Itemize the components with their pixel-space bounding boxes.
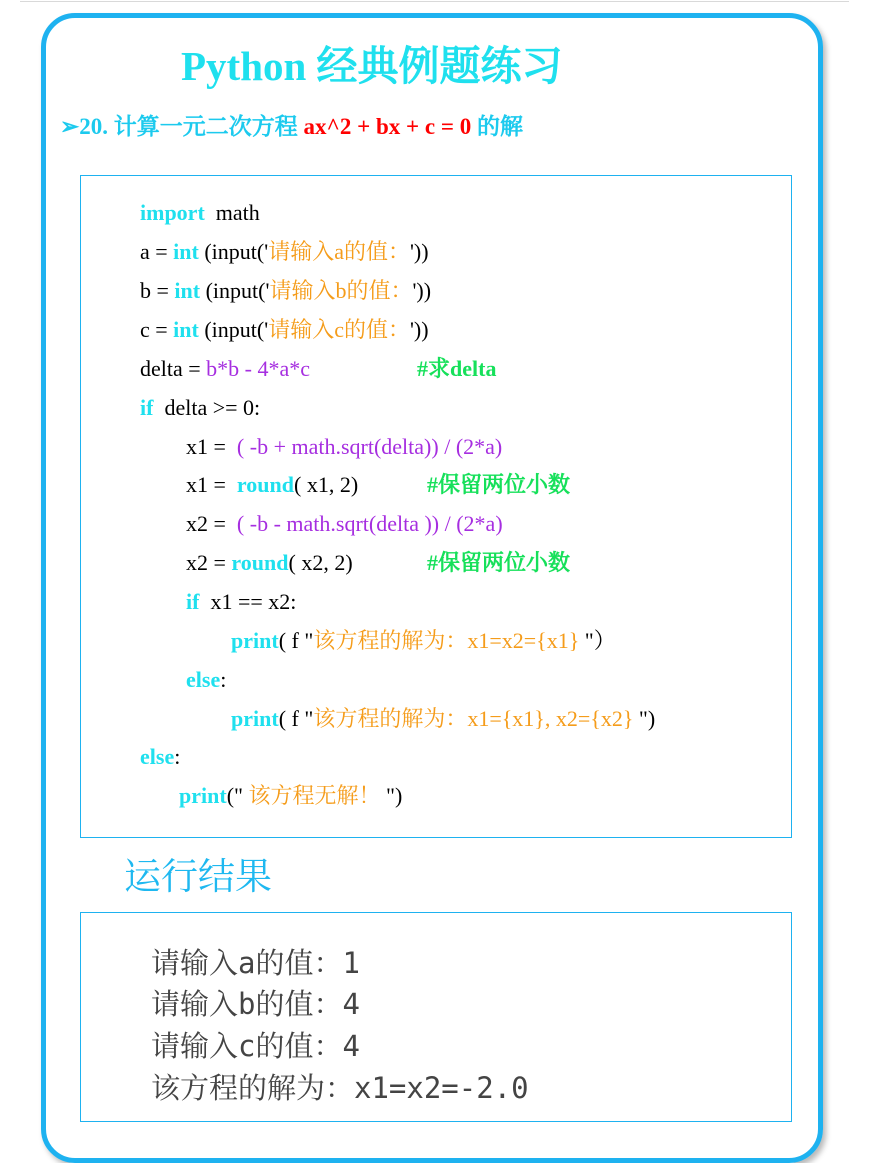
code-text: ( x1, 2)	[294, 472, 359, 497]
expression: ( -b - math.sqrt(delta )) / (2*a)	[236, 511, 503, 536]
code-text: "）	[584, 628, 616, 653]
keyword: import	[140, 200, 205, 225]
code-line-2	[140, 237, 429, 267]
code-line-13	[186, 665, 226, 695]
results-heading: 运行结果	[124, 855, 272, 898]
code-line-7	[186, 432, 502, 462]
code-line-11	[186, 587, 296, 617]
top-divider	[20, 1, 849, 2]
comment: #求delta	[417, 356, 497, 381]
code-line-5	[140, 354, 310, 384]
keyword: if	[186, 589, 200, 614]
code-line-10	[186, 548, 353, 578]
code-text: (input('	[200, 278, 270, 303]
keyword: print	[231, 706, 279, 731]
code-text: a =	[140, 239, 174, 264]
problem-equation: ax^2 + bx + c = 0	[303, 114, 472, 139]
keyword: round	[231, 550, 289, 575]
code-text: ( x2, 2)	[288, 550, 353, 575]
comment: #保留两位小数	[427, 472, 571, 497]
keyword: round	[236, 472, 294, 497]
problem-prefix: ➢20. 计算一元二次方程	[60, 114, 304, 139]
code-line-14	[231, 704, 655, 734]
output-line: 请输入b的值：4	[151, 987, 360, 1021]
keyword: int	[174, 278, 201, 303]
keyword: else	[140, 744, 175, 769]
code-comment-8	[427, 470, 570, 500]
code-line-3	[140, 276, 431, 306]
code-text: x2 =	[186, 511, 232, 536]
code-text: :	[174, 744, 181, 769]
string-literal: 该方程的解为：x1={x1}, x2={x2}	[313, 706, 639, 731]
problem-statement	[60, 112, 523, 142]
code-text: '))	[412, 278, 432, 303]
code-line-1	[140, 198, 260, 228]
code-box	[80, 175, 792, 838]
output-line: 请输入a的值：1	[151, 946, 360, 980]
code-text: delta >= 0:	[164, 395, 261, 420]
expression: ( -b + math.sqrt(delta)) / (2*a)	[236, 434, 503, 459]
keyword: print	[179, 783, 227, 808]
code-comment-10	[427, 548, 570, 578]
problem-suffix: 的解	[471, 114, 523, 139]
code-line-15	[140, 742, 180, 772]
code-text: ( f "	[278, 628, 314, 653]
code-text: '))	[409, 317, 429, 342]
code-text: ( f "	[278, 706, 314, 731]
expression: b*b - 4*a*c	[206, 356, 311, 381]
code-line-16	[179, 781, 402, 811]
code-comment-5	[417, 354, 496, 384]
code-line-4	[140, 315, 429, 345]
code-text: (input('	[198, 317, 269, 342]
string-literal: 该方程的解为：x1=x2={x1}	[313, 628, 585, 653]
keyword: else	[186, 667, 221, 692]
code-block	[81, 176, 791, 837]
keyword: print	[231, 628, 279, 653]
output-line: 请输入c的值：4	[151, 1029, 360, 1063]
page-title: Python 经典例题练习	[181, 43, 563, 89]
keyword: if	[140, 395, 154, 420]
string-literal: 该方程无解！	[248, 783, 381, 808]
code-line-9	[186, 509, 503, 539]
code-text: math	[215, 200, 260, 225]
keyword: int	[173, 239, 199, 264]
code-text: '))	[409, 239, 429, 264]
code-text: x1 =	[186, 434, 232, 459]
code-line-12	[231, 626, 616, 656]
code-text: delta =	[140, 356, 207, 381]
code-text: :	[220, 667, 227, 692]
string-literal: 请输入b的值：	[269, 278, 413, 303]
output-box	[80, 912, 792, 1122]
code-line-6	[140, 393, 260, 423]
keyword: int	[173, 317, 199, 342]
string-literal: 请输入a的值：	[268, 239, 410, 264]
code-text: x2 =	[186, 550, 232, 575]
code-text: (input('	[198, 239, 269, 264]
code-line-8	[186, 470, 358, 500]
comment: #保留两位小数	[427, 550, 571, 575]
code-text: ")	[380, 783, 403, 808]
code-text: x1 == x2:	[210, 589, 297, 614]
string-literal: 请输入c的值：	[268, 317, 410, 342]
code-text: b =	[140, 278, 175, 303]
code-text: x1 =	[186, 472, 232, 497]
output-line: 该方程的解为：x1=x2=-2.0	[151, 1071, 529, 1105]
code-text: c =	[140, 317, 174, 342]
code-text: ("	[226, 783, 249, 808]
code-text: ")	[638, 706, 656, 731]
